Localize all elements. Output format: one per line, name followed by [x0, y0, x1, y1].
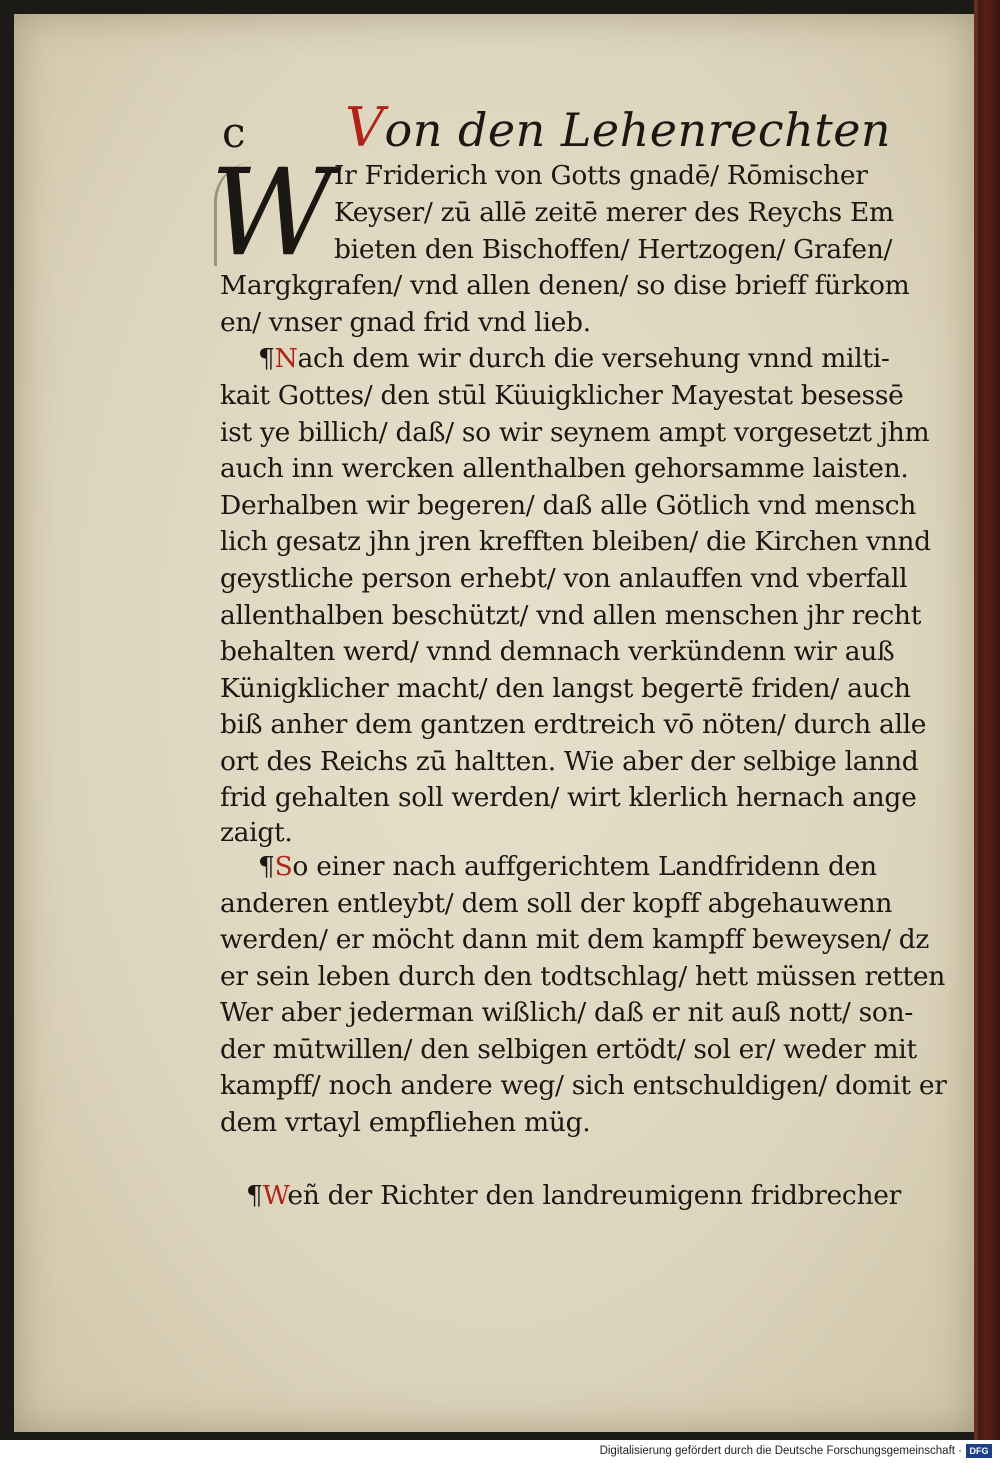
text-line: Ir Friderich von Gotts gnadē/ Rōmischer	[334, 160, 868, 191]
text-line: biß anher dem gantzen erdtreich vō nöten/ durch alle	[220, 709, 927, 740]
text-line: Margkgrafen/ vnd allen denen/ so dise brieff fürkom	[220, 270, 910, 301]
text-line: der mūtwillen/ den selbigen ertödt/ sol er/ weder mit	[220, 1034, 917, 1065]
pilcrow-mark: ¶	[258, 851, 275, 882]
text-line: auch inn wercken allenthalben gehorsamme laisten.	[220, 453, 909, 484]
text-line: ¶So einer nach auffgerichtem Landfridenn den	[258, 851, 877, 882]
text-line: ¶Weñ der Richter den landreumigenn fridbrecher	[246, 1180, 901, 1211]
text-line: anderen entleybt/ dem soll der kopff abgehauwenn	[220, 888, 893, 919]
text-line: werden/ er möcht dann mit dem kampff beweysen/ dz	[220, 924, 930, 955]
pilcrow-mark: ¶	[246, 1180, 263, 1211]
dropcap-initial: W	[210, 144, 334, 283]
text-line: en/ vnser gnad frid vnd lieb.	[220, 307, 591, 338]
text-line: Künigklicher macht/ den langst begertē friden/ auch	[220, 673, 911, 704]
text-line: lich gesatz jhn jren krefften bleiben/ die Kirchen vnnd	[220, 526, 931, 557]
text-line: zaigt.	[220, 817, 293, 848]
text-line: ¶Nach dem wir durch die versehung vnnd milti‑	[258, 343, 890, 374]
red-initial: W	[262, 1180, 288, 1211]
text-line: geystliche person erhebt/ von anlauffen vnd vberfall	[220, 563, 908, 594]
digitization-footer	[0, 1440, 1000, 1463]
page-title	[345, 96, 891, 159]
text-line: allenthalben beschützt/ vnd allen menschen jhr recht	[220, 600, 922, 631]
text-line: ist ye billich/ daß/ so wir seynem ampt vorgesetzt jhm	[220, 417, 930, 448]
dfg-logo-icon: DFG	[966, 1444, 992, 1458]
red-initial: N	[274, 343, 298, 374]
text-line: frid gehalten soll werden/ wirt klerlich hernach ange	[220, 782, 917, 813]
text-line: kampff/ noch andere weg/ sich entschuldigen/ domit er	[220, 1070, 947, 1101]
signature-mark: c	[222, 108, 246, 157]
text-line: er sein leben durch den todtschlag/ hett müssen retten	[220, 961, 946, 992]
funding-notice: Digitalisierung gefördert durch die Deutsche Forschungsgemeinschaft ·	[599, 1445, 962, 1457]
text-line: ort des Reichs zū haltten. Wie aber der selbige lannd	[220, 746, 919, 777]
title-initial: V	[345, 96, 385, 159]
text-line: Keyser/ zū allē zeitē merer des Reychs Em	[334, 197, 894, 228]
text-line: behalten werd/ vnnd demnach verkündenn wir auß	[220, 636, 895, 667]
text-line: Derhalben wir begeren/ daß alle Götlich vnd mensch	[220, 490, 916, 521]
text-line: dem vrtayl empfliehen müg.	[220, 1107, 591, 1138]
pilcrow-mark: ¶	[258, 343, 275, 374]
title-text: on den Lehenrechten	[384, 103, 892, 157]
text-line: bieten den Bischoffen/ Hertzogen/ Grafen/	[334, 234, 893, 265]
text-line: kait Gottes/ den stūl Küuigklicher Mayestat besessē	[220, 380, 904, 411]
text-line: Wer aber jederman wißlich/ daß er nit auß nott/ son‑	[220, 997, 914, 1028]
red-initial: S	[274, 851, 293, 882]
